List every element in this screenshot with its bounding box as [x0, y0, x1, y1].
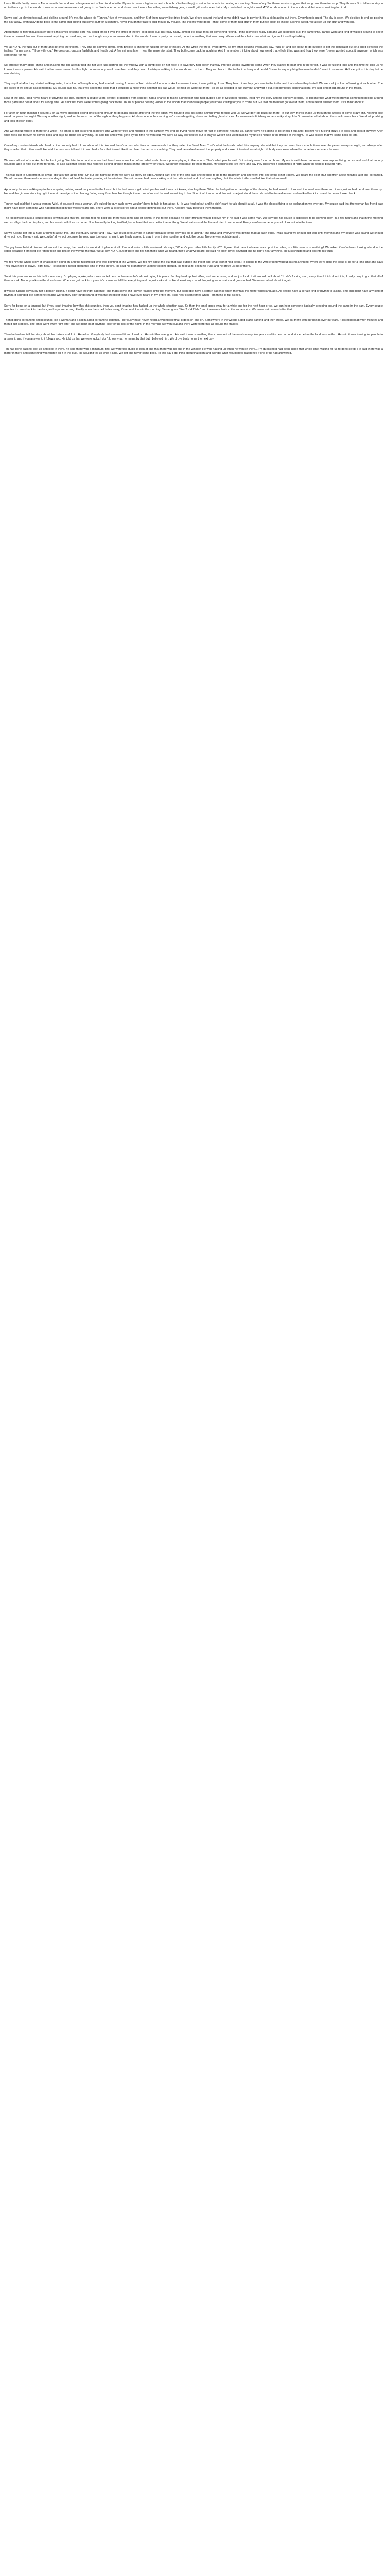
story-paragraph-22: Then it starts screaming and it sounds like a woman and a kid in a bag screaming together. I seriously have never heard anything like that. It goes on and on. Somewhere in the woods a dog starts barking and then stops. We sat there with our hands over our ears. It lasted probably ten minutes and then it just stopped. The smell went away right after and we didn't hear anything else for the rest of the night. In the morning we went out and there were footprints all around the trailers. — [4, 318, 383, 326]
story-paragraph-3: About thirty or forty minutes later there's this smell of some sort. You could smell it over the smell of the fire so it stood out. It's really nasty, almost like dead meat or something rotting. I think it smelled really bad and we all noticed it at the same time. Tanner went and kind of walked around to see if it was an animal. He said there wasn't anything he could see, and we thought maybe an animal died in the woods. It was a pretty bad smell, but not something that was crazy. We moved the chairs over a bit and ignored it and kept talking. — [4, 31, 383, 38]
story-paragraph-17: The guy looks behind him and all around the camp, then walks in, we kind of glance at all of us and looks a little confused. He says, "Where's your other little family at?" I figured that meant whoever was up at the cabin, is a little slow or something? We asked if we've been looking inland to the cabin because it smelled like rotten flesh and bits of the way up the trail. We all say NOPE out of there and tell him that's what we heard, that's what we heard. He said he didn't smell anything and he didn't hear anything. He just shrugged and got into his truck. — [4, 246, 383, 253]
story-paragraph-23: Then he had me tell the story about the trailers and I did. He asked if anybody had answered it and I said no. He said that was good. He said it was something that comes out of the woods every few years and it's been around since before the land was settled. He said it was looking for people to answer it, and if you answer it, it follows you. He told us that we were lucky. I don't know what he meant by that but I believed him. We drove back home the next day. — [4, 333, 383, 341]
story-paragraph-16: So we fucking get into a huge argument about this, and eventually Tanner and I say, "We could seriously be in danger because of the way this kid is acting." The guys and everyone was getting mad at each other. I was saying we should just wait until morning and my cousin was saying we should drive out now. The guy said we couldn't drive out because the road was too rough at night. We finally agreed to stay in one trailer together and lock the doors. No one went outside again. — [4, 231, 383, 239]
story-paragraph-1: I was 16 with family down in Alabama with fam and own a huge amount of land in Huntsville. My uncle owns a big house and a bunch of trailers they just set in the woods for hunting or camping. Some of my Southern cousins suggest that we go out there to camp. They threw a fit to tell us to stay in no trailers or go in the woods. It was an adventure we were all going to do. We loaded up and drove over there a few miles, some fishing gear, a small grill and some chairs. My cousin had brought a small ATV to ride around in the woods and that was something fun to do. — [4, 2, 383, 9]
story-paragraph-12: This was later in September, so it was still fairly hot at the time. On our last night out there we were all pretty on edge. Around dark one of the girls said she needed to go to the bathroom and she went into one of the other trailers. We heard the door shut and then a few minutes later she screamed. We all ran over there and she was standing in the middle of the trailer pointing at the window. She said a man had been looking in at her. We looked and didn't see anything, but the whole trailer smelled like that rotten smell. — [4, 173, 383, 181]
story-paragraph-8: For after an hour, making it around 1 or 2a, we've dropped drilling bricks long enough to go back outside and tend the fire again. We figure it was just some animal trying to fuck with us. So we don't go back out there. In our way, they'll chase us through the woods or some crazy shit. Nothing else weird happens that night. We stay another night, and for the most part of the night nothing happens. All about one in the morning we're outside getting drunk and telling ghost stories. As someone is finishing some spooky story, I don't remember what about, the smell comes back. We all stop talking and look at each other. — [4, 111, 383, 123]
story-paragraph-15: The kid himself is just a couple boxes of wines and this fire. He has told his past that there was some kind of animal in the forest because he didn't think he would believe him if he said it was some man. We say that his cousin is supposed to be coming down in a few hours and that in the morning we can all go back to his place, and his cousin will drive us home. Now I'm really fucking terrified, but at least that was better than nothing. We all sat around the fire and tried to act normal. Every so often somebody would look out into the trees. — [4, 217, 383, 224]
story-paragraph-7: Now at the time, I had never heard of anything like that, but from a couple years before I graduated from college I had a chance to talk to a professor who had studied a lot of Southern folklore. I told him the story and he got very serious. He told me that what we heard was something people around those parts had heard about for a long time. He said that there were stories going back to the 1800s of people hearing voices in the woods that sound like people you know, calling for you to come out. He told me to never go toward them, and to never answer them. I still think about it. — [4, 97, 383, 104]
story-paragraph-24: Tan had gone back to look up and look in there, he said there was a minimum, that we were too stupid to look at and that there was no one in the window. He was hauling up when he went in there... I'm guessing it had been inside that whole time, waiting for us to go to sleep. He said there was a mirror in there and something was written on it in the dust. He wouldn't tell us what it said. We left and never came back. To this day I still think about that night and wonder what would have happened if one of us had answered. — [4, 348, 383, 355]
story-paragraph-21: Sorry for being on a tangent, but if you can't imagine how this shit sounded, then you can't imagine how fucked up the whole situation was. So then the smell goes away for a while and for the next hour or so, we can hear someone basically creeping around the camp in the dark. Every couple minutes it comes back to the door, and says something. Finally when the smell fades away, it's around 2 am in the morning. Tanner goes: "Ken? Kirk? Ms." and it answers back in the same voice. We never said a word after that. — [4, 304, 383, 312]
story-paragraph-9: And we end up where in there for a while. The smell is just as strong as before and we're terrified and huddled in this camper. We end up trying not to move for fear of someone hearing us. Tanner says he's going to go check it out and I tell him he's fucking crazy. He goes and does it anyway. After what feels like forever he comes back and says he didn't see anything. He said the smell was gone by the time he went out. We were all way too freaked out to stay so we left and went back to my uncle's house in the middle of the night. He was pissed that we came back so late. — [4, 130, 383, 137]
story-paragraph-18: We tell him the whole story of what's been going on and the fucking kid who was pointing at the window. We tell him about the guy that was outside the trailer and what Tanner had seen. He listens to the whole thing without saying anything. When we're done he looks at us for a long time and says "You guys need to leave. Right now." He said he's heard about this kind of thing before. He said his grandfather used to tell him about it. He told us to get in his truck and he drove us out of there. — [4, 260, 383, 268]
story-paragraph-5: So, Brooke finally stops crying and shaking, the girl already had the hot wire just starting out the window with a dumb look on her face. He says they had gotten halfway into the woods toward the camp when they started to hear shit in the forest. It was so fucking loud and this time he tells us he knows it was a person. He said that he never turned his flashlight on so nobody would see them and they heard footsteps walking in the woods next to them. They ran back to the trailer in a hurry and he didn't want to say anything because he didn't want to scare us. He'll deny it to this day but he was shaking. — [4, 64, 383, 75]
story-paragraph-6: They say that after they started walking faster, that a kind of low gibbering had started coming from out of both sides of the woods. And whatever it was, it was getting closer. They heard it as they got close to the trailer and that's when they bolted. We were all just kind of looking at each other. The girl asked if we should call somebody. My cousin said no, that if we called the cops that it would be a huge thing and that his dad would be mad we were out there. So we all decided to just stay put and wait it out. Nobody really slept that night. We just kind of sat around in the trailer. — [4, 82, 383, 90]
story-paragraph-13: Apparently he was walking up to the campsite, nothing weird happened in the forest, but he had seen a girl, mind you he said it was not Alexa, standing there. When he had gotten to the edge of the clearing he had turned to look and the smell was there and it was just so bad he almost threw up. He said the girl was standing right there at the edge of the clearing facing away from him. He thought it was one of us and he said something to her. She didn't turn around. He said she just stood there. He said he turned around and walked back to us and he never looked back. — [4, 188, 383, 195]
story-paragraph-11: We were all sort of spooked but he kept going. We later found out what we had heard was some kind of recorded audio from a phone playing in the woods. That's what people said. But nobody ever found a phone. My uncle said there has never been anyone living on his land and that nobody would be able to hide out there for long. He also said that people had reported seeing strange things on the property for years. We never went back to those trailers. My cousins still live there and say they still smell it sometimes at night when the wind is blowing right. — [4, 159, 383, 166]
story-paragraph-20: It was so fucking obviously not a person talking. It didn't have the right cadence, and that's some shit I never realized until that moment, but all people have a certain cadence when they talk, no matter what language. All people have a certain kind of rhythm to talking. This shit didn't have any kind of rhythm. It sounded like someone reading words they didn't understand. It was the creepiest thing I have ever heard in my entire life. I still hear it sometimes when I am trying to fall asleep. — [4, 290, 383, 297]
story-paragraph-10: One of my cousin's friends who lived on the property had told us about all this. He said there's a man who lives in those woods that they called the Smell Man. That's what the locals called him anyway. He said that they had seen him a couple times over the years, always at night, and always after they smelled that rotten smell. He said the man was tall and thin and had a face that looked like it had been burned or something. They said he walked around the property and looked into windows at night. Nobody ever knew where he came from or where he went. — [4, 144, 383, 152]
story-paragraph-14: Tanner had said that it was a woman. Well, of course it was a woman. We pulled the guy back so we wouldn't have to talk to him about it. He was freaked out and he didn't want to talk about it at all. It was the closest thing to an explanation we ever got. My cousin said that the woman his friend saw might have been someone who had gotten lost in the woods years ago. There were a lot of stories about people getting lost out there. Nobody really believed them though. — [4, 202, 383, 210]
story-paragraph-2: So we end up playing football, and dicking around. It's me, the whole kid "Tanner," five of my cousins, and then 6 of them nearby like dried brush. We drove around the land so we didn't have to pay for it. It's a bit beautiful out there. Everything is quiet. The sky is open. We decided to end up picking the day away, eventually going back to the camp and putting out some stuff for a campfire, never though the trailers built mouse by mouse. The trailers were good. I think some of them had stuff in them but we didn't go inside. Nothing weird. We all set up our stuff and went on. — [4, 16, 383, 24]
story-paragraph-19: So at this point we know this isn't a real story. I'm playing a joke, which we can tell he's not because he's almost crying his pants. So they load up their rifles, and some more, and we just kind of sit around until about 11. He's fucking slap, every time I think about this, I really pray to god that all of them are ok. Nobody talks on the drive home. When we get back to my uncle's house we tell him everything and he just looks at us. He doesn't say a word. He just goes upstairs and goes to bed. We never talked about it again. — [4, 275, 383, 282]
story-paragraph-4: We at NOPE the fuck out of there and get into the trailers. They end up calming down, even Brooke is crying for fucking joy out of his joy. All the while the fire is dying down, so my other cousins eventually say, "fuck it," and are about to go outside to get the generator out of a shed between the trailers. Tanner says, "I'll go with you." He goes out, grabs a flashlight and heads out. A few minutes later I hear the generator start. They both come back in laughing. And I remember thinking about how weird that whole thing was and how they weren't even worried about it anymore, which was comforting for me. — [4, 45, 383, 57]
